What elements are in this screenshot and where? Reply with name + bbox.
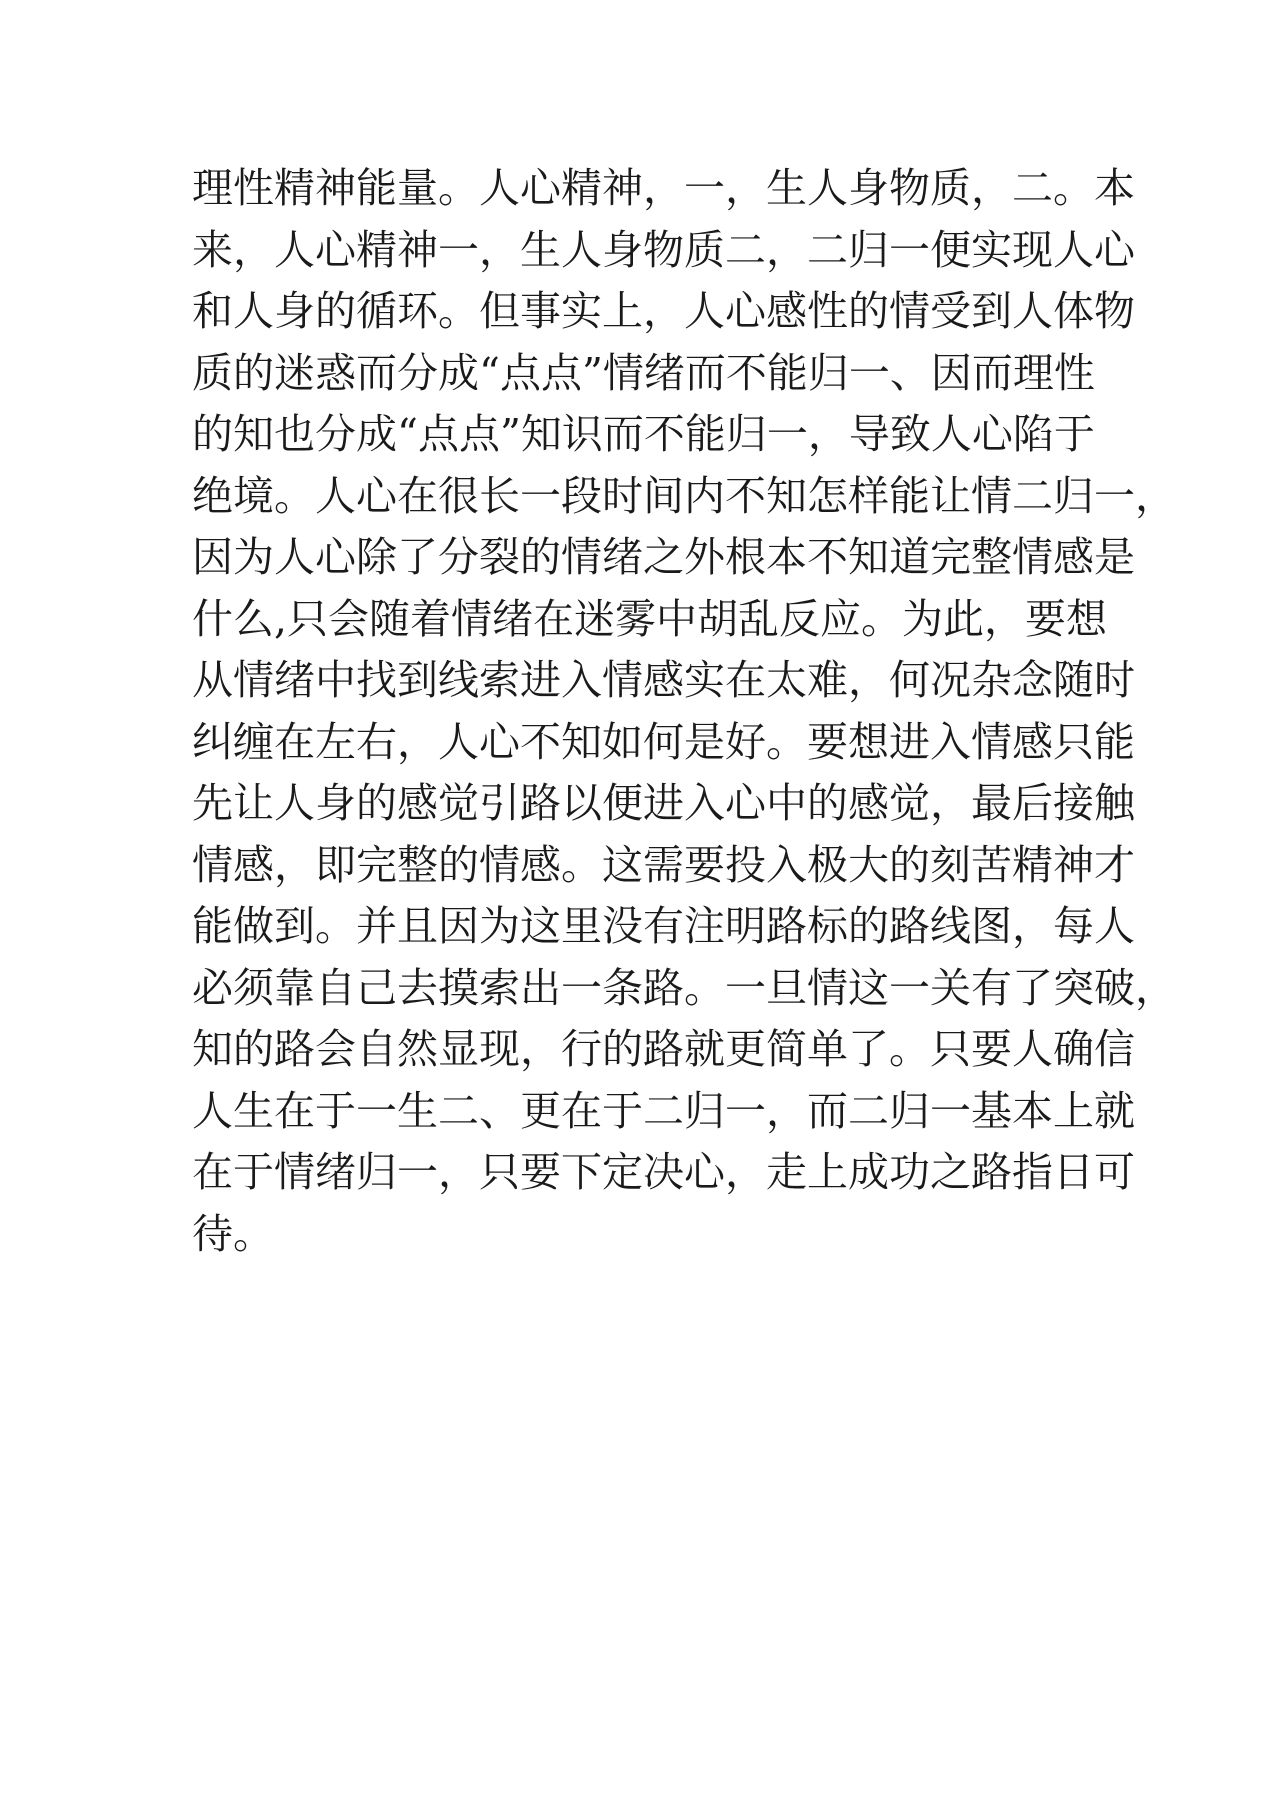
text-line: 来，人心精神一，生人身物质二，二归一便实现人心: [192, 225, 1135, 274]
text-line: 人生在于一生二、更在于二归一，而二归一基本上就: [192, 1086, 1135, 1135]
body-paragraph: [192, 158, 1176, 1265]
text-line: 在于情绪归一，只要下定决心，走上成功之路指日可: [192, 1148, 1135, 1196]
text-line: 的知也分成“点点”知识而不能归一，导致人心陷于: [192, 410, 1095, 458]
text-line: 和人身的循环。但事实上，人心感性的情受到人体物: [192, 287, 1135, 335]
text-line: 绝境。人心在很长一段时间内不知怎样能让情二归一，: [192, 471, 1176, 520]
text-line: 纠缠在左右，人心不知如何是好。要想进入情感只能: [192, 717, 1135, 766]
text-line: 必须靠自己去摸索出一条路。一旦情这一关有了突破，: [192, 963, 1176, 1012]
text-line: 从情绪中找到线索进入情感实在太难，何况杂念随时: [192, 656, 1135, 704]
text-line: 情感，即完整的情感。这需要投入极大的刻苦精神才: [192, 840, 1135, 889]
text-line: 什么,只会随着情绪在迷雾中胡乱反应。为此，要想: [192, 594, 1108, 643]
text-line: 质的迷惑而分成“点点”情绪而不能归一、因而理性: [192, 348, 1095, 397]
text-line: 待。: [192, 1209, 274, 1258]
text-line: 先让人身的感觉引路以便进入心中的感觉，最后接触: [192, 779, 1135, 827]
text-line: 能做到。并且因为这里没有注明路标的路线图，每人: [192, 902, 1135, 950]
text-line: 理性精神能量。人心精神，一，生人身物质，二。本: [192, 164, 1135, 212]
text-line: 因为人心除了分裂的情绪之外根本不知道完整情感是: [192, 533, 1135, 581]
text-line: 知的路会自然显现，行的路就更简单了。只要人确信: [192, 1025, 1135, 1073]
